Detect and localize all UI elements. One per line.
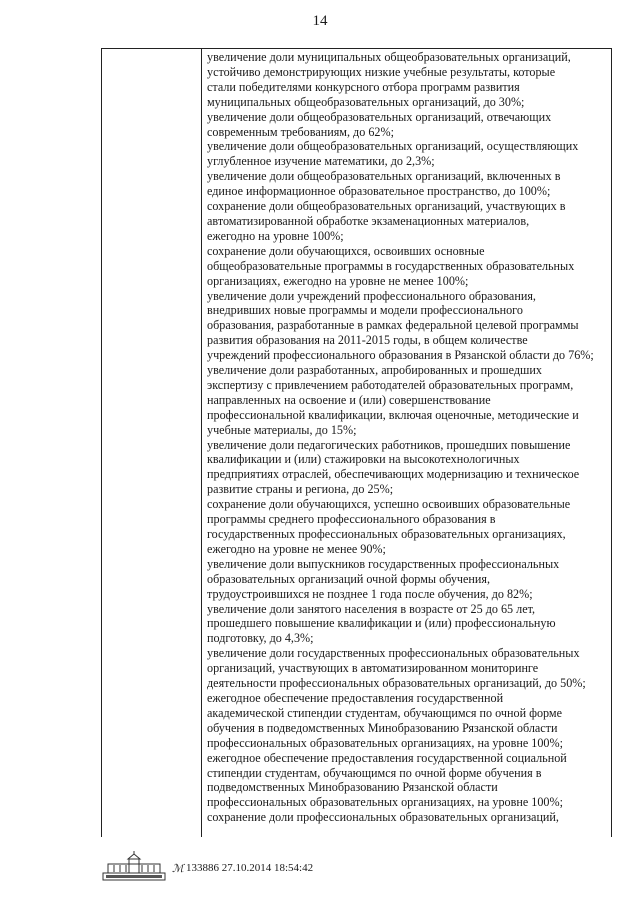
text-line: учреждений профессионального образования в Рязанской области до 76%; [207, 348, 594, 363]
text-line: современным требованиям, до 62%; [207, 124, 394, 139]
text-line: устойчиво демонстрирующих низкие учебные результаты, которые [207, 64, 556, 79]
text-line: единое информационное образовательное пространство, до 100%; [207, 184, 551, 199]
text-line: углубленное изучение математики, до 2,3%; [207, 154, 435, 169]
text-line: увеличение доли общеобразовательных организаций, включенных в [207, 169, 561, 184]
document-footer [102, 851, 402, 881]
text-line: программы среднего профессионального образования в [207, 512, 496, 527]
text-line: внедривших новые программы и модели профессионального [207, 303, 523, 318]
text-line: увеличение доли муниципальных общеобразовательных организаций, [207, 50, 571, 64]
text-line: экспертизу с привлечением работодателей образовательных программ, [207, 377, 574, 392]
text-line: организаций, участвующих в автоматизированном мониторинге [207, 661, 539, 676]
text-line: направленных на освоение и (или) совершенствование [207, 392, 491, 407]
text-line: автоматизированной обработке экзаменационных материалов, [207, 213, 530, 228]
text-line: подведомственных Минобразованию Рязанской области [207, 780, 498, 795]
text-line: сохранение доли обучающихся, освоивших основные [207, 243, 485, 258]
text-line: общеобразовательные программы в государственных образовательных [207, 258, 575, 273]
text-line: увеличение доли разработанных, апробированных и прошедших [207, 363, 542, 378]
text-line: подготовку, до 4,3%; [207, 631, 314, 646]
registration-stamp: 133886 27.10.2014 18:54:42 [186, 862, 314, 874]
text-line: организациях, ежегодно на уровне не менее 100%; [207, 273, 469, 288]
text-line: увеличение доли педагогических работников, прошедших повышение [207, 437, 571, 452]
text-line: увеличение доли государственных профессиональных образовательных [207, 646, 580, 661]
text-line: увеличение доли занятого населения в возрасте от 25 до 65 лет, [207, 601, 536, 616]
text-line: профессиональных образовательных организациях, на уровне 100%; [207, 795, 563, 810]
text-line: ежегодно на уровне 100%; [207, 228, 344, 243]
text-line: увеличение доли общеобразовательных организаций, осуществляющих [207, 139, 579, 154]
text-line: профессиональных образовательных организациях, на уровне 100%; [207, 735, 563, 750]
text-line: образования, разработанные в рамках федеральной целевой программы [207, 318, 579, 333]
text-line: ежегодное обеспечение предоставления государственной социальной [207, 750, 567, 765]
text-line: увеличение доли выпускников государственных профессиональных [207, 556, 560, 571]
text-line: сохранение доли обучающихся, успешно освоивших образовательные [207, 497, 571, 512]
signature-mark: ℳ [172, 863, 184, 875]
text-line: трудоустроившихся не позднее 1 года после обучения, до 82%; [207, 586, 533, 601]
text-line: деятельности профессиональных образовательных организаций, до 50%; [207, 676, 586, 691]
text-line: увеличение доли общеобразовательных организаций, отвечающих [207, 109, 552, 124]
text-line: стали победителями конкурсного отбора программ развития [207, 79, 520, 94]
page-number: 14 [312, 13, 328, 29]
text-line: образовательных организаций очной формы обучения, [207, 571, 491, 586]
text-line: муниципальных общеобразовательных организаций, до 30%; [207, 94, 525, 109]
government-building-stamp-icon [102, 851, 166, 881]
text-line: ежегодное обеспечение предоставления государственной [207, 690, 504, 705]
text-line: сохранение доли профессиональных образовательных организаций, [207, 810, 559, 825]
content-table [101, 48, 612, 837]
text-line: квалификации и (или) стажировки на высокотехнологичных [207, 452, 520, 467]
text-line: предприятиях отраслей, обеспечивающих модернизацию и техническое [207, 467, 580, 482]
text-line: прошедшего повышение квалификации и (или) профессиональную [207, 616, 556, 631]
text-line: академической стипендии студентам, обучающимся по очной форме [207, 705, 562, 720]
column-divider [201, 49, 202, 837]
indicators-text [207, 50, 607, 825]
text-line: государственных профессиональных образовательных организациях, [207, 527, 566, 541]
text-line: профессиональной квалификации, включая оценочные, методические и [207, 407, 579, 422]
text-line: развитие страны и региона, до 25%; [207, 482, 394, 497]
text-line: сохранение доли общеобразовательных организаций, участвующих в [207, 199, 566, 214]
text-line: учебные материалы, до 15%; [207, 422, 357, 437]
text-line: развития образования на 2011-2015 годы, в общем количестве [207, 333, 528, 348]
text-line: обучения в подведомственных Минобразованию Рязанской области [207, 720, 558, 735]
text-line: увеличение доли учреждений профессионального образования, [207, 288, 536, 303]
text-line: стипендии студентам, обучающимся по очной форме обучения в [207, 765, 542, 780]
text-line: ежегодно на уровне не менее 90%; [207, 541, 386, 556]
